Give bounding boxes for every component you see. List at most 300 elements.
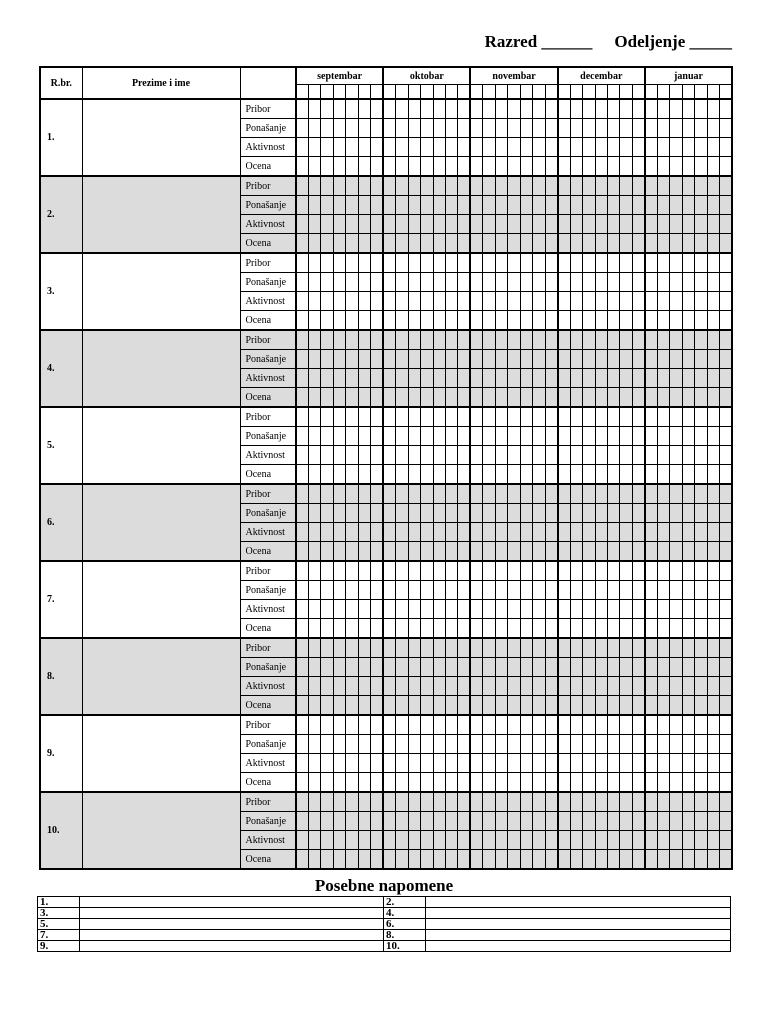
mark-cell[interactable]	[707, 273, 719, 292]
mark-cell[interactable]	[583, 427, 595, 446]
note-field[interactable]	[426, 930, 731, 941]
mark-cell[interactable]	[333, 619, 345, 639]
mark-cell[interactable]	[670, 812, 682, 831]
mark-cell[interactable]	[383, 99, 395, 119]
mark-cell[interactable]	[470, 273, 482, 292]
mark-cell[interactable]	[433, 542, 445, 562]
mark-cell[interactable]	[470, 311, 482, 331]
mark-cell[interactable]	[695, 407, 707, 427]
mark-cell[interactable]	[657, 638, 669, 658]
mark-cell[interactable]	[296, 465, 308, 485]
mark-cell[interactable]	[645, 677, 657, 696]
mark-cell[interactable]	[657, 215, 669, 234]
mark-cell[interactable]	[620, 350, 632, 369]
mark-cell[interactable]	[383, 581, 395, 600]
mark-cell[interactable]	[583, 196, 595, 215]
mark-cell[interactable]	[421, 427, 433, 446]
mark-cell[interactable]	[371, 253, 384, 273]
mark-cell[interactable]	[545, 427, 558, 446]
mark-cell[interactable]	[383, 311, 395, 331]
mark-cell[interactable]	[657, 484, 669, 504]
mark-cell[interactable]	[321, 407, 333, 427]
mark-cell[interactable]	[333, 677, 345, 696]
mark-cell[interactable]	[545, 330, 558, 350]
mark-cell[interactable]	[570, 754, 582, 773]
mark-cell[interactable]	[346, 330, 358, 350]
mark-cell[interactable]	[396, 484, 408, 504]
mark-cell[interactable]	[608, 215, 620, 234]
mark-cell[interactable]	[533, 581, 545, 600]
mark-cell[interactable]	[707, 311, 719, 331]
mark-cell[interactable]	[508, 427, 520, 446]
mark-cell[interactable]	[682, 638, 694, 658]
mark-cell[interactable]	[308, 215, 320, 234]
mark-cell[interactable]	[545, 504, 558, 523]
mark-cell[interactable]	[333, 850, 345, 870]
mark-cell[interactable]	[483, 446, 495, 465]
mark-cell[interactable]	[383, 369, 395, 388]
mark-cell[interactable]	[321, 157, 333, 177]
mark-cell[interactable]	[396, 215, 408, 234]
mark-cell[interactable]	[446, 176, 458, 196]
mark-cell[interactable]	[296, 446, 308, 465]
mark-cell[interactable]	[533, 638, 545, 658]
mark-cell[interactable]	[695, 253, 707, 273]
mark-cell[interactable]	[495, 330, 507, 350]
mark-cell[interactable]	[558, 581, 570, 600]
mark-cell[interactable]	[682, 754, 694, 773]
mark-cell[interactable]	[608, 638, 620, 658]
mark-cell[interactable]	[520, 831, 532, 850]
mark-cell[interactable]	[682, 600, 694, 619]
mark-cell[interactable]	[657, 292, 669, 311]
mark-cell[interactable]	[470, 157, 482, 177]
mark-cell[interactable]	[421, 773, 433, 793]
mark-cell[interactable]	[520, 138, 532, 157]
mark-cell[interactable]	[608, 581, 620, 600]
mark-cell[interactable]	[308, 253, 320, 273]
mark-cell[interactable]	[358, 119, 370, 138]
mark-cell[interactable]	[296, 176, 308, 196]
mark-cell[interactable]	[520, 773, 532, 793]
mark-cell[interactable]	[421, 619, 433, 639]
mark-cell[interactable]	[508, 350, 520, 369]
mark-cell[interactable]	[670, 542, 682, 562]
mark-cell[interactable]	[707, 600, 719, 619]
mark-cell[interactable]	[670, 446, 682, 465]
mark-cell[interactable]	[458, 350, 470, 369]
mark-cell[interactable]	[620, 196, 632, 215]
mark-cell[interactable]	[595, 715, 607, 735]
mark-cell[interactable]	[508, 292, 520, 311]
mark-cell[interactable]	[682, 504, 694, 523]
mark-cell[interactable]	[695, 619, 707, 639]
mark-cell[interactable]	[645, 600, 657, 619]
mark-cell[interactable]	[321, 850, 333, 870]
mark-cell[interactable]	[695, 696, 707, 716]
mark-cell[interactable]	[308, 350, 320, 369]
mark-cell[interactable]	[396, 677, 408, 696]
mark-cell[interactable]	[670, 99, 682, 119]
mark-cell[interactable]	[346, 735, 358, 754]
mark-cell[interactable]	[421, 253, 433, 273]
mark-cell[interactable]	[495, 523, 507, 542]
mark-cell[interactable]	[333, 138, 345, 157]
mark-cell[interactable]	[595, 157, 607, 177]
mark-cell[interactable]	[371, 388, 384, 408]
mark-cell[interactable]	[520, 715, 532, 735]
mark-cell[interactable]	[495, 831, 507, 850]
mark-cell[interactable]	[371, 561, 384, 581]
mark-cell[interactable]	[321, 273, 333, 292]
mark-cell[interactable]	[632, 484, 644, 504]
mark-cell[interactable]	[483, 157, 495, 177]
mark-cell[interactable]	[333, 696, 345, 716]
mark-cell[interactable]	[583, 119, 595, 138]
mark-cell[interactable]	[308, 638, 320, 658]
mark-cell[interactable]	[421, 311, 433, 331]
mark-cell[interactable]	[657, 754, 669, 773]
mark-cell[interactable]	[720, 677, 733, 696]
mark-cell[interactable]	[645, 427, 657, 446]
mark-cell[interactable]	[657, 407, 669, 427]
mark-cell[interactable]	[707, 581, 719, 600]
mark-cell[interactable]	[421, 735, 433, 754]
mark-cell[interactable]	[333, 330, 345, 350]
mark-cell[interactable]	[296, 215, 308, 234]
mark-cell[interactable]	[657, 831, 669, 850]
mark-cell[interactable]	[346, 119, 358, 138]
mark-cell[interactable]	[321, 99, 333, 119]
mark-cell[interactable]	[545, 850, 558, 870]
mark-cell[interactable]	[321, 369, 333, 388]
mark-cell[interactable]	[533, 253, 545, 273]
mark-cell[interactable]	[333, 542, 345, 562]
mark-cell[interactable]	[620, 484, 632, 504]
mark-cell[interactable]	[371, 407, 384, 427]
mark-cell[interactable]	[483, 330, 495, 350]
mark-cell[interactable]	[545, 253, 558, 273]
mark-cell[interactable]	[608, 330, 620, 350]
mark-cell[interactable]	[533, 292, 545, 311]
mark-cell[interactable]	[558, 427, 570, 446]
mark-cell[interactable]	[583, 253, 595, 273]
mark-cell[interactable]	[583, 311, 595, 331]
mark-cell[interactable]	[495, 99, 507, 119]
mark-cell[interactable]	[608, 350, 620, 369]
mark-cell[interactable]	[595, 619, 607, 639]
mark-cell[interactable]	[483, 812, 495, 831]
mark-cell[interactable]	[545, 369, 558, 388]
mark-cell[interactable]	[520, 465, 532, 485]
mark-cell[interactable]	[533, 350, 545, 369]
mark-cell[interactable]	[545, 754, 558, 773]
mark-cell[interactable]	[358, 350, 370, 369]
mark-cell[interactable]	[695, 138, 707, 157]
mark-cell[interactable]	[446, 388, 458, 408]
mark-cell[interactable]	[458, 234, 470, 254]
mark-cell[interactable]	[446, 234, 458, 254]
mark-cell[interactable]	[583, 600, 595, 619]
mark-cell[interactable]	[308, 831, 320, 850]
mark-cell[interactable]	[670, 523, 682, 542]
mark-cell[interactable]	[296, 773, 308, 793]
mark-cell[interactable]	[408, 176, 420, 196]
mark-cell[interactable]	[333, 792, 345, 812]
mark-cell[interactable]	[570, 138, 582, 157]
mark-cell[interactable]	[707, 715, 719, 735]
mark-cell[interactable]	[383, 677, 395, 696]
mark-cell[interactable]	[508, 311, 520, 331]
mark-cell[interactable]	[433, 215, 445, 234]
mark-cell[interactable]	[333, 292, 345, 311]
mark-cell[interactable]	[707, 99, 719, 119]
mark-cell[interactable]	[321, 292, 333, 311]
mark-cell[interactable]	[632, 619, 644, 639]
mark-cell[interactable]	[682, 619, 694, 639]
mark-cell[interactable]	[383, 138, 395, 157]
mark-cell[interactable]	[321, 253, 333, 273]
mark-cell[interactable]	[458, 696, 470, 716]
mark-cell[interactable]	[707, 561, 719, 581]
mark-cell[interactable]	[396, 504, 408, 523]
mark-cell[interactable]	[433, 292, 445, 311]
mark-cell[interactable]	[657, 677, 669, 696]
mark-cell[interactable]	[632, 638, 644, 658]
mark-cell[interactable]	[570, 696, 582, 716]
mark-cell[interactable]	[458, 446, 470, 465]
mark-cell[interactable]	[296, 234, 308, 254]
mark-cell[interactable]	[695, 715, 707, 735]
mark-cell[interactable]	[533, 542, 545, 562]
mark-cell[interactable]	[358, 677, 370, 696]
mark-cell[interactable]	[533, 523, 545, 542]
mark-cell[interactable]	[483, 581, 495, 600]
mark-cell[interactable]	[458, 99, 470, 119]
mark-cell[interactable]	[470, 850, 482, 870]
mark-cell[interactable]	[583, 850, 595, 870]
mark-cell[interactable]	[533, 484, 545, 504]
mark-cell[interactable]	[558, 831, 570, 850]
mark-cell[interactable]	[458, 773, 470, 793]
mark-cell[interactable]	[346, 215, 358, 234]
mark-cell[interactable]	[720, 234, 733, 254]
mark-cell[interactable]	[396, 330, 408, 350]
mark-cell[interactable]	[346, 658, 358, 677]
mark-cell[interactable]	[383, 735, 395, 754]
mark-cell[interactable]	[583, 696, 595, 716]
mark-cell[interactable]	[645, 581, 657, 600]
mark-cell[interactable]	[383, 812, 395, 831]
mark-cell[interactable]	[508, 196, 520, 215]
mark-cell[interactable]	[408, 465, 420, 485]
mark-cell[interactable]	[720, 831, 733, 850]
mark-cell[interactable]	[446, 754, 458, 773]
mark-cell[interactable]	[495, 388, 507, 408]
mark-cell[interactable]	[558, 812, 570, 831]
mark-cell[interactable]	[483, 138, 495, 157]
mark-cell[interactable]	[446, 792, 458, 812]
mark-cell[interactable]	[408, 427, 420, 446]
mark-cell[interactable]	[583, 561, 595, 581]
mark-cell[interactable]	[632, 831, 644, 850]
mark-cell[interactable]	[346, 99, 358, 119]
mark-cell[interactable]	[483, 542, 495, 562]
mark-cell[interactable]	[396, 715, 408, 735]
mark-cell[interactable]	[632, 350, 644, 369]
mark-cell[interactable]	[720, 446, 733, 465]
mark-cell[interactable]	[608, 311, 620, 331]
mark-cell[interactable]	[558, 754, 570, 773]
mark-cell[interactable]	[632, 812, 644, 831]
mark-cell[interactable]	[545, 465, 558, 485]
mark-cell[interactable]	[358, 292, 370, 311]
mark-cell[interactable]	[520, 638, 532, 658]
mark-cell[interactable]	[720, 330, 733, 350]
mark-cell[interactable]	[308, 311, 320, 331]
mark-cell[interactable]	[495, 715, 507, 735]
mark-cell[interactable]	[657, 658, 669, 677]
mark-cell[interactable]	[321, 619, 333, 639]
mark-cell[interactable]	[446, 696, 458, 716]
mark-cell[interactable]	[470, 253, 482, 273]
mark-cell[interactable]	[371, 465, 384, 485]
mark-cell[interactable]	[333, 350, 345, 369]
mark-cell[interactable]	[632, 677, 644, 696]
mark-cell[interactable]	[383, 446, 395, 465]
mark-cell[interactable]	[620, 735, 632, 754]
mark-cell[interactable]	[308, 812, 320, 831]
mark-cell[interactable]	[632, 465, 644, 485]
mark-cell[interactable]	[470, 619, 482, 639]
mark-cell[interactable]	[707, 446, 719, 465]
mark-cell[interactable]	[383, 350, 395, 369]
mark-cell[interactable]	[308, 369, 320, 388]
mark-cell[interactable]	[383, 658, 395, 677]
mark-cell[interactable]	[645, 407, 657, 427]
mark-cell[interactable]	[483, 735, 495, 754]
mark-cell[interactable]	[446, 119, 458, 138]
mark-cell[interactable]	[321, 792, 333, 812]
mark-cell[interactable]	[632, 369, 644, 388]
mark-cell[interactable]	[645, 215, 657, 234]
mark-cell[interactable]	[545, 119, 558, 138]
mark-cell[interactable]	[720, 138, 733, 157]
mark-cell[interactable]	[433, 253, 445, 273]
mark-cell[interactable]	[371, 215, 384, 234]
mark-cell[interactable]	[707, 157, 719, 177]
mark-cell[interactable]	[533, 715, 545, 735]
mark-cell[interactable]	[620, 542, 632, 562]
mark-cell[interactable]	[583, 792, 595, 812]
mark-cell[interactable]	[520, 119, 532, 138]
mark-cell[interactable]	[433, 677, 445, 696]
mark-cell[interactable]	[645, 484, 657, 504]
mark-cell[interactable]	[545, 138, 558, 157]
mark-cell[interactable]	[446, 369, 458, 388]
mark-cell[interactable]	[383, 484, 395, 504]
mark-cell[interactable]	[558, 138, 570, 157]
mark-cell[interactable]	[333, 407, 345, 427]
mark-cell[interactable]	[358, 407, 370, 427]
mark-cell[interactable]	[371, 812, 384, 831]
mark-cell[interactable]	[533, 311, 545, 331]
mark-cell[interactable]	[358, 99, 370, 119]
mark-cell[interactable]	[695, 176, 707, 196]
mark-cell[interactable]	[545, 619, 558, 639]
mark-cell[interactable]	[583, 504, 595, 523]
mark-cell[interactable]	[421, 561, 433, 581]
mark-cell[interactable]	[396, 523, 408, 542]
mark-cell[interactable]	[346, 542, 358, 562]
mark-cell[interactable]	[695, 581, 707, 600]
mark-cell[interactable]	[645, 292, 657, 311]
mark-cell[interactable]	[495, 311, 507, 331]
mark-cell[interactable]	[570, 427, 582, 446]
mark-cell[interactable]	[458, 388, 470, 408]
mark-cell[interactable]	[595, 99, 607, 119]
mark-cell[interactable]	[545, 542, 558, 562]
note-field[interactable]	[80, 897, 384, 908]
mark-cell[interactable]	[296, 253, 308, 273]
mark-cell[interactable]	[545, 658, 558, 677]
mark-cell[interactable]	[371, 715, 384, 735]
mark-cell[interactable]	[458, 658, 470, 677]
mark-cell[interactable]	[545, 638, 558, 658]
mark-cell[interactable]	[720, 407, 733, 427]
mark-cell[interactable]	[695, 234, 707, 254]
mark-cell[interactable]	[583, 523, 595, 542]
mark-cell[interactable]	[296, 619, 308, 639]
mark-cell[interactable]	[558, 542, 570, 562]
mark-cell[interactable]	[508, 542, 520, 562]
mark-cell[interactable]	[720, 292, 733, 311]
mark-cell[interactable]	[545, 350, 558, 369]
mark-cell[interactable]	[321, 234, 333, 254]
mark-cell[interactable]	[682, 658, 694, 677]
mark-cell[interactable]	[358, 157, 370, 177]
mark-cell[interactable]	[595, 581, 607, 600]
mark-cell[interactable]	[383, 292, 395, 311]
mark-cell[interactable]	[595, 850, 607, 870]
mark-cell[interactable]	[720, 658, 733, 677]
mark-cell[interactable]	[570, 812, 582, 831]
mark-cell[interactable]	[720, 388, 733, 408]
mark-cell[interactable]	[595, 773, 607, 793]
mark-cell[interactable]	[308, 234, 320, 254]
mark-cell[interactable]	[308, 696, 320, 716]
mark-cell[interactable]	[670, 735, 682, 754]
mark-cell[interactable]	[296, 792, 308, 812]
mark-cell[interactable]	[670, 484, 682, 504]
mark-cell[interactable]	[570, 484, 582, 504]
mark-cell[interactable]	[545, 311, 558, 331]
mark-cell[interactable]	[446, 542, 458, 562]
mark-cell[interactable]	[383, 831, 395, 850]
mark-cell[interactable]	[358, 773, 370, 793]
mark-cell[interactable]	[620, 561, 632, 581]
mark-cell[interactable]	[446, 407, 458, 427]
mark-cell[interactable]	[371, 658, 384, 677]
mark-cell[interactable]	[508, 234, 520, 254]
mark-cell[interactable]	[570, 350, 582, 369]
mark-cell[interactable]	[421, 465, 433, 485]
mark-cell[interactable]	[670, 754, 682, 773]
mark-cell[interactable]	[308, 273, 320, 292]
mark-cell[interactable]	[595, 253, 607, 273]
mark-cell[interactable]	[296, 735, 308, 754]
mark-cell[interactable]	[595, 311, 607, 331]
